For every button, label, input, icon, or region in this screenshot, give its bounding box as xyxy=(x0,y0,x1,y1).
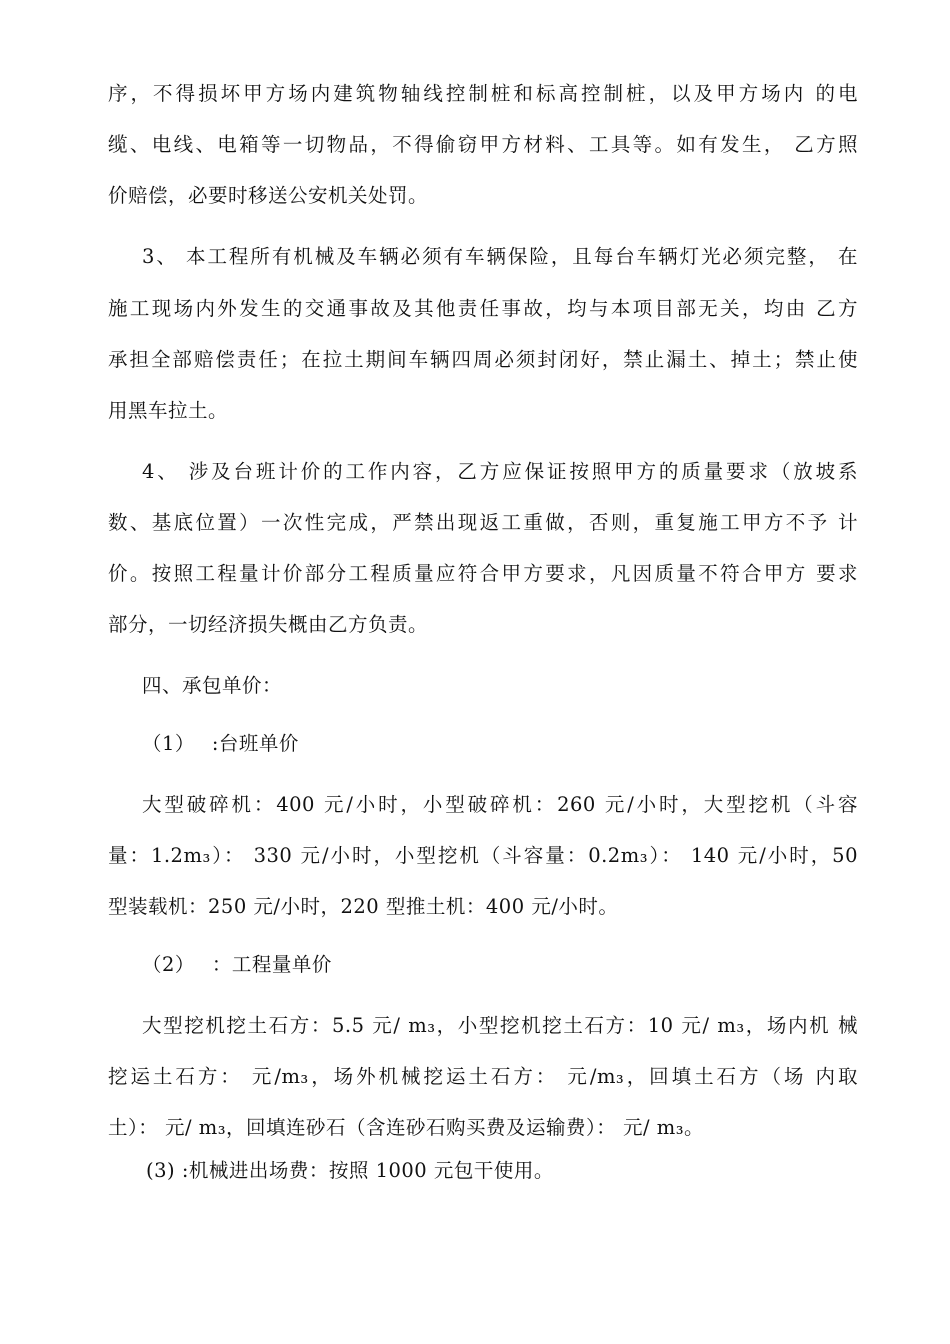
text-line-8: 4、 涉及台班计价的工作内容，乙方应保证按照甲方的质量要求（放坡系 xyxy=(142,460,858,483)
text-line-16: 型装载机：250 元/小时，220 型推土机：400 元/小时。 xyxy=(108,895,619,918)
text-line-7: 用黑车拉土。 xyxy=(108,399,229,422)
text-line-21: (3) :机械进出场费：按照 1000 元包干使用。 xyxy=(146,1159,554,1182)
text-line-14: 大型破碎机：400 元/小时，小型破碎机：260 元/小时，大型挖机（斗容 xyxy=(142,793,858,816)
text-line-20: 土）： 元/ m₃，回填连砂石（含连砂石购买费及运输费）： 元/ m₃。 xyxy=(108,1116,705,1139)
section-heading: 四、承包单价： xyxy=(142,674,283,697)
text-line-10: 价。按照工程量计价部分工程质量应符合甲方要求，凡因质量不符合甲方 要求 xyxy=(108,562,858,585)
text-line-5: 施工现场内外发生的交通事故及其他责任事故，均与本项目部无关，均由 乙方 xyxy=(108,297,858,320)
text-line-18: 大型挖机挖土石方：5.5 元/ m₃，小型挖机挖土石方：10 元/ m₃，场内机 械 xyxy=(142,1014,858,1037)
text-line-3: 价赔偿，必要时移送公安机关处罚。 xyxy=(108,184,429,207)
subheading-2: （2） ：工程量单价 xyxy=(142,953,332,976)
text-line-2: 缆、电线、电箱等一切物品，不得偷窃甲方材料、工具等。如有发生， 乙方照 xyxy=(108,133,858,156)
text-line-9: 数、基底位置）一次性完成，严禁出现返工重做，否则，重复施工甲方不予 计 xyxy=(108,511,858,534)
text-line-4: 3、 本工程所有机械及车辆必须有车辆保险，且每台车辆灯光必须完整， 在 xyxy=(142,245,858,268)
text-line-15: 量：1.2m₃）： 330 元/小时，小型挖机（斗容量：0.2m₃）： 140 元/小时，50 xyxy=(108,844,858,867)
text-line-11: 部分，一切经济损失概由乙方负责。 xyxy=(108,613,429,636)
text-line-6: 承担全部赔偿责任；在拉土期间车辆四周必须封闭好，禁止漏土、掉土；禁止使 xyxy=(108,348,858,371)
text-line-19: 挖运土石方： 元/m₃，场外机械挖运土石方： 元/m₃，回填土石方（场 内取 xyxy=(108,1065,858,1088)
subheading-1: （1） :台班单价 xyxy=(142,732,299,755)
text-line-1: 序，不得损坏甲方场内建筑物轴线控制桩和标高控制桩，以及甲方场内 的电 xyxy=(108,82,858,105)
